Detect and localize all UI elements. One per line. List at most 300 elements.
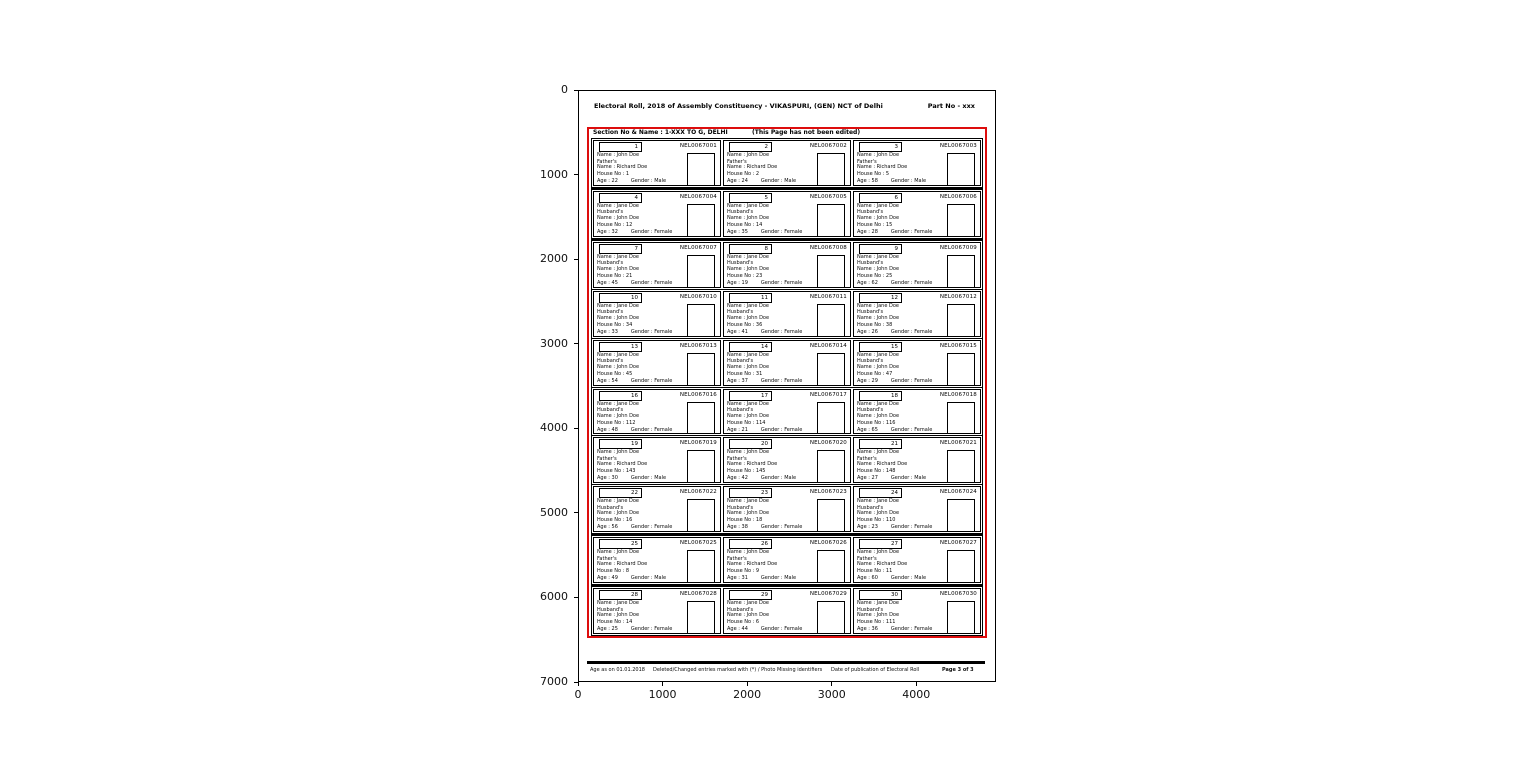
- age-gender-line: [727, 330, 802, 336]
- house-no-line: House No : 38: [857, 321, 893, 328]
- relation-value-line: Name : Richard Doe: [857, 461, 908, 468]
- gender-value: Gender : Female: [890, 626, 933, 633]
- voter-card: [723, 437, 851, 483]
- voter-name-line: Name : Jane Doe: [727, 600, 769, 607]
- house-no-line: House No : 6: [727, 619, 760, 626]
- voter-name-line: Name : Jane Doe: [597, 600, 639, 607]
- age-gender-line: [857, 379, 932, 385]
- relation-value-line: Name : John Doe: [727, 214, 770, 221]
- house-no-line: House No : 34: [597, 321, 633, 328]
- relation-label-line: Father's: [597, 158, 617, 165]
- gender-value: Gender : Female: [630, 377, 673, 384]
- voter-photo-box: [947, 550, 975, 583]
- gender-value: Gender : Female: [760, 279, 803, 286]
- house-no-line: House No : 110: [857, 517, 896, 524]
- age-gender-line: [727, 281, 802, 287]
- voter-photo-box: [947, 204, 975, 237]
- voter-name-line: Name : Jane Doe: [857, 253, 899, 260]
- epic-number: NEL0067012: [939, 293, 977, 300]
- age-gender-line: [727, 576, 796, 582]
- voter-name-line: Name : Jane Doe: [857, 202, 899, 209]
- voter-photo-box: [817, 204, 845, 237]
- age-value: Age : 31: [727, 575, 748, 582]
- relation-value-line: Name : Richard Doe: [727, 461, 778, 468]
- voter-photo-box: [687, 153, 715, 186]
- relation-value-line: Name : John Doe: [857, 612, 900, 619]
- relation-value-line: Name : John Doe: [857, 214, 900, 221]
- relation-value-line: Name : John Doe: [857, 265, 900, 272]
- gender-value: Gender : Female: [760, 524, 803, 531]
- voter-card: [723, 291, 851, 337]
- voter-photo-box: [817, 601, 845, 634]
- serial-number-box: 2: [729, 142, 772, 152]
- gender-value: Gender : Female: [760, 377, 803, 384]
- serial-number-box: 16: [599, 391, 642, 401]
- relation-value-line: Name : John Doe: [597, 612, 640, 619]
- voter-photo-box: [817, 153, 845, 186]
- voter-card: [723, 242, 851, 288]
- relation-label-line: Husband's: [597, 209, 624, 216]
- relation-value-line: Name : John Doe: [597, 363, 640, 370]
- voter-grid-row: [592, 436, 982, 485]
- house-no-line: House No : 14: [597, 619, 633, 626]
- voter-name-line: Name : John Doe: [727, 152, 770, 158]
- serial-number-box: 9: [859, 244, 902, 254]
- voter-photo-box: [687, 255, 715, 288]
- voter-card: [853, 437, 981, 483]
- voter-card: [853, 389, 981, 435]
- age-gender-line: [597, 179, 666, 185]
- epic-number: NEL0067015: [939, 342, 977, 349]
- serial-number-box: 24: [859, 488, 902, 498]
- voter-name-line: Name : John Doe: [857, 549, 900, 556]
- house-no-line: House No : 114: [727, 419, 766, 426]
- gender-value: Gender : Male: [760, 475, 797, 482]
- x-tick-mark: [831, 682, 832, 686]
- age-value: Age : 30: [597, 475, 618, 482]
- footer-publication-note: Date of publication of Electoral Roll: [831, 667, 920, 673]
- serial-number-box: 4: [599, 193, 642, 203]
- footer-age-note: Age as on 01.01.2018: [590, 667, 645, 673]
- epic-number: NEL0067006: [939, 193, 977, 200]
- voter-photo-box: [947, 304, 975, 337]
- serial-number-box: 13: [599, 342, 642, 352]
- epic-number: NEL0067016: [679, 391, 717, 398]
- epic-number: NEL0067026: [809, 540, 847, 547]
- voter-photo-box: [817, 450, 845, 483]
- age-gender-line: [857, 330, 932, 336]
- relation-value-line: Name : John Doe: [727, 412, 770, 419]
- relation-value-line: Name : Richard Doe: [597, 461, 648, 468]
- serial-number-box: 17: [729, 391, 772, 401]
- house-no-line: House No : 111: [857, 619, 896, 626]
- y-tick-mark: [574, 597, 578, 598]
- voter-grid-row: [592, 339, 982, 388]
- relation-label-line: Husband's: [857, 407, 884, 414]
- age-gender-line: [857, 428, 932, 434]
- voter-card: [723, 191, 851, 237]
- relation-label-line: Father's: [597, 455, 617, 462]
- house-no-line: House No : 9: [727, 568, 760, 575]
- voter-card: [593, 191, 721, 237]
- serial-number-box: 14: [729, 342, 772, 352]
- y-tick-mark: [574, 259, 578, 260]
- relation-value-line: Name : John Doe: [857, 510, 900, 517]
- voter-name-line: Name : Jane Doe: [727, 351, 769, 358]
- serial-number-box: 6: [859, 193, 902, 203]
- age-value: Age : 22: [597, 178, 618, 184]
- voter-name-line: Name : John Doe: [727, 549, 770, 556]
- voter-name-line: Name : Jane Doe: [857, 600, 899, 607]
- epic-number: NEL0067005: [809, 193, 847, 200]
- age-gender-line: [597, 230, 672, 236]
- voter-photo-box: [817, 255, 845, 288]
- relation-label-line: Husband's: [597, 260, 624, 267]
- voter-card: [593, 291, 721, 337]
- age-value: Age : 27: [857, 475, 878, 482]
- epic-number: NEL0067030: [939, 591, 977, 598]
- serial-number-box: 20: [729, 439, 772, 449]
- age-value: Age : 21: [727, 426, 748, 433]
- house-no-line: House No : 145: [727, 468, 766, 475]
- y-tick-label: 7000: [540, 675, 568, 688]
- epic-number: NEL0067007: [679, 244, 717, 251]
- epic-number: NEL0067024: [939, 489, 977, 496]
- voter-photo-box: [687, 304, 715, 337]
- serial-number-box: 3: [859, 142, 902, 152]
- voter-card: [853, 140, 981, 186]
- voter-card: [853, 340, 981, 386]
- voter-card: [593, 486, 721, 532]
- relation-label-line: Husband's: [597, 358, 624, 365]
- relation-value-line: Name : John Doe: [857, 363, 900, 370]
- relation-label-line: Husband's: [597, 309, 624, 316]
- voter-grid-row: [592, 290, 982, 339]
- gender-value: Gender : Female: [890, 328, 933, 335]
- house-no-line: House No : 5: [857, 171, 890, 177]
- footer-identifiers-note: Deleted/Changed entries marked with (*) / Photo Missing identifiers: [653, 667, 823, 673]
- gender-value: Gender : Female: [760, 426, 803, 433]
- relation-value-line: Name : John Doe: [727, 363, 770, 370]
- relation-value-line: Name : Richard Doe: [857, 164, 908, 170]
- epic-number: NEL0067001: [679, 143, 717, 149]
- house-no-line: House No : 116: [857, 419, 896, 426]
- serial-number-box: 12: [859, 293, 902, 303]
- age-value: Age : 54: [597, 377, 618, 384]
- age-gender-line: [857, 281, 932, 287]
- age-gender-line: [857, 627, 932, 633]
- age-gender-line: [727, 379, 802, 385]
- gender-value: Gender : Male: [890, 575, 927, 582]
- age-gender-line: [727, 476, 796, 482]
- gender-value: Gender : Male: [630, 178, 667, 184]
- relation-label-line: Husband's: [597, 407, 624, 414]
- relation-label-line: Husband's: [857, 209, 884, 216]
- house-no-line: House No : 16: [597, 517, 633, 524]
- epic-number: NEL0067008: [809, 244, 847, 251]
- gender-value: Gender : Female: [890, 228, 933, 235]
- age-gender-line: [727, 230, 802, 236]
- age-value: Age : 19: [727, 279, 748, 286]
- age-value: Age : 36: [857, 626, 878, 633]
- serial-number-box: 10: [599, 293, 642, 303]
- serial-number-box: 21: [859, 439, 902, 449]
- gender-value: Gender : Male: [760, 575, 797, 582]
- x-tick-label: 2000: [733, 688, 762, 701]
- gender-value: Gender : Male: [630, 575, 667, 582]
- voter-grid-row: [592, 190, 982, 241]
- voter-card: [853, 291, 981, 337]
- age-value: Age : 41: [727, 328, 748, 335]
- relation-value-line: Name : John Doe: [597, 510, 640, 517]
- voter-name-line: Name : Jane Doe: [857, 498, 899, 505]
- epic-number: NEL0067010: [679, 293, 717, 300]
- serial-number-box: 30: [859, 590, 902, 600]
- voter-name-line: Name : John Doe: [597, 449, 640, 456]
- age-value: Age : 44: [727, 626, 748, 633]
- age-gender-line: [727, 428, 802, 434]
- age-value: Age : 23: [857, 524, 878, 531]
- house-no-line: House No : 14: [727, 221, 763, 228]
- voter-card: [723, 140, 851, 186]
- age-gender-line: [727, 525, 802, 531]
- voter-card: [593, 242, 721, 288]
- voter-card: [853, 242, 981, 288]
- relation-value-line: Name : Richard Doe: [857, 561, 908, 568]
- serial-number-box: 19: [599, 439, 642, 449]
- age-value: Age : 58: [857, 178, 878, 184]
- house-no-line: House No : 2: [727, 171, 760, 177]
- voter-photo-box: [687, 499, 715, 532]
- relation-value-line: Name : Richard Doe: [597, 164, 648, 170]
- part-no-label: Part No - xxx: [927, 102, 975, 110]
- voter-card: [723, 340, 851, 386]
- house-no-line: House No : 25: [857, 272, 893, 279]
- age-value: Age : 49: [597, 575, 618, 582]
- age-gender-line: [597, 379, 672, 385]
- voter-photo-box: [687, 601, 715, 634]
- epic-number: NEL0067013: [679, 342, 717, 349]
- voter-name-line: Name : John Doe: [727, 449, 770, 456]
- relation-label-line: Husband's: [727, 606, 754, 613]
- voter-card: [593, 537, 721, 583]
- serial-number-box: 18: [859, 391, 902, 401]
- voter-card: [853, 588, 981, 634]
- relation-value-line: Name : John Doe: [597, 214, 640, 221]
- serial-number-box: 11: [729, 293, 772, 303]
- gender-value: Gender : Female: [630, 328, 673, 335]
- relation-label-line: Husband's: [857, 606, 884, 613]
- serial-number-box: 7: [599, 244, 642, 254]
- serial-number-box: 22: [599, 488, 642, 498]
- relation-value-line: Name : John Doe: [857, 314, 900, 321]
- house-no-line: House No : 143: [597, 468, 636, 475]
- voter-photo-box: [947, 601, 975, 634]
- relation-label-line: Father's: [857, 158, 877, 165]
- epic-number: NEL0067029: [809, 591, 847, 598]
- serial-number-box: 25: [599, 539, 642, 549]
- relation-value-line: Name : Richard Doe: [727, 164, 778, 170]
- epic-number: NEL0067020: [809, 440, 847, 447]
- voter-photo-box: [687, 550, 715, 583]
- relation-value-line: Name : John Doe: [727, 612, 770, 619]
- voter-name-line: Name : Jane Doe: [597, 400, 639, 407]
- relation-label-line: Father's: [727, 158, 747, 165]
- age-gender-line: [857, 230, 932, 236]
- age-value: Age : 60: [857, 575, 878, 582]
- voter-name-line: Name : Jane Doe: [857, 351, 899, 358]
- gender-value: Gender : Female: [630, 279, 673, 286]
- electoral-roll-title: Electoral Roll, 2018 of Assembly Constituency - VIKASPURI, (GEN) NCT of Delhi: [594, 102, 883, 110]
- age-value: Age : 48: [597, 426, 618, 433]
- voter-card: [723, 588, 851, 634]
- age-value: Age : 26: [857, 328, 878, 335]
- epic-number: NEL0067025: [679, 540, 717, 547]
- voter-photo-box: [817, 550, 845, 583]
- epic-number: NEL0067021: [939, 440, 977, 447]
- relation-label-line: Husband's: [857, 309, 884, 316]
- voter-card: [593, 340, 721, 386]
- age-gender-line: [597, 281, 672, 287]
- voter-photo-box: [947, 353, 975, 386]
- relation-label-line: Husband's: [727, 358, 754, 365]
- voter-name-line: Name : Jane Doe: [597, 498, 639, 505]
- house-no-line: House No : 23: [727, 272, 763, 279]
- page-edited-note: (This Page has not been edited): [752, 129, 861, 136]
- relation-label-line: Father's: [597, 555, 617, 562]
- age-gender-line: [597, 576, 666, 582]
- gender-value: Gender : Female: [630, 626, 673, 633]
- age-gender-line: [857, 179, 926, 185]
- voter-name-line: Name : Jane Doe: [727, 202, 769, 209]
- gender-value: Gender : Male: [630, 475, 667, 482]
- relation-value-line: Name : John Doe: [857, 412, 900, 419]
- epic-number: NEL0067004: [679, 193, 717, 200]
- section-no-name-label: Section No & Name : 1-XXX TO G, DELHI: [593, 129, 728, 136]
- age-gender-line: [597, 330, 672, 336]
- relation-label-line: Husband's: [727, 504, 754, 511]
- age-gender-line: [597, 428, 672, 434]
- relation-value-line: Name : Richard Doe: [597, 561, 648, 568]
- serial-number-box: 28: [599, 590, 642, 600]
- voter-card: [723, 486, 851, 532]
- voter-card: [593, 588, 721, 634]
- relation-label-line: Husband's: [727, 309, 754, 316]
- age-gender-line: [597, 476, 666, 482]
- epic-number: NEL0067019: [679, 440, 717, 447]
- plot-area: [578, 90, 996, 682]
- age-value: Age : 56: [597, 524, 618, 531]
- gender-value: Gender : Female: [760, 328, 803, 335]
- relation-label-line: Husband's: [727, 407, 754, 414]
- epic-number: NEL0067018: [939, 391, 977, 398]
- relation-label-line: Husband's: [727, 260, 754, 267]
- age-gender-line: [597, 525, 672, 531]
- y-tick-mark: [574, 512, 578, 513]
- voter-photo-box: [817, 353, 845, 386]
- epic-number: NEL0067028: [679, 591, 717, 598]
- relation-value-line: Name : Richard Doe: [727, 561, 778, 568]
- relation-label-line: Husband's: [857, 358, 884, 365]
- age-value: Age : 62: [857, 279, 878, 286]
- voter-name-line: Name : Jane Doe: [597, 202, 639, 209]
- age-value: Age : 29: [857, 377, 878, 384]
- voter-grid-row: [592, 241, 982, 290]
- epic-number: NEL0067003: [939, 143, 977, 149]
- x-tick-label: 0: [574, 688, 582, 701]
- voter-grid-row: [592, 536, 982, 587]
- voter-name-line: Name : Jane Doe: [857, 302, 899, 309]
- house-no-line: House No : 11: [857, 568, 893, 575]
- epic-number: NEL0067011: [809, 293, 847, 300]
- voter-photo-box: [687, 204, 715, 237]
- x-tick-label: 3000: [817, 688, 846, 701]
- age-value: Age : 32: [597, 228, 618, 235]
- relation-label-line: Father's: [857, 455, 877, 462]
- relation-value-line: Name : John Doe: [597, 265, 640, 272]
- footer-page-number: Page 3 of 3: [942, 667, 974, 673]
- age-value: Age : 28: [857, 228, 878, 235]
- footer-divider: [587, 661, 985, 664]
- age-value: Age : 45: [597, 279, 618, 286]
- voter-name-line: Name : John Doe: [597, 549, 640, 556]
- relation-label-line: Husband's: [857, 504, 884, 511]
- age-value: Age : 65: [857, 426, 878, 433]
- voter-grid: [591, 138, 983, 636]
- gender-value: Gender : Male: [760, 178, 797, 184]
- epic-number: NEL0067002: [809, 143, 847, 149]
- relation-label-line: Father's: [727, 555, 747, 562]
- gender-value: Gender : Female: [890, 279, 933, 286]
- x-tick-mark: [747, 682, 748, 686]
- age-value: Age : 37: [727, 377, 748, 384]
- epic-number: NEL0067027: [939, 540, 977, 547]
- age-value: Age : 35: [727, 228, 748, 235]
- voter-card: [593, 140, 721, 186]
- y-tick-mark: [574, 174, 578, 175]
- relation-label-line: Husband's: [727, 209, 754, 216]
- house-no-line: House No : 12: [597, 221, 633, 228]
- gender-value: Gender : Female: [630, 524, 673, 531]
- house-no-line: House No : 36: [727, 321, 763, 328]
- voter-grid-row: [592, 139, 982, 190]
- gender-value: Gender : Female: [630, 228, 673, 235]
- relation-label-line: Husband's: [597, 606, 624, 613]
- voter-card: [593, 389, 721, 435]
- house-no-line: House No : 21: [597, 272, 633, 279]
- x-tick-mark: [578, 682, 579, 686]
- age-value: Age : 33: [597, 328, 618, 335]
- serial-number-box: 26: [729, 539, 772, 549]
- relation-label-line: Father's: [857, 555, 877, 562]
- voter-name-line: Name : Jane Doe: [727, 400, 769, 407]
- age-value: Age : 24: [727, 178, 748, 184]
- voter-photo-box: [687, 402, 715, 435]
- y-tick-label: 1000: [540, 167, 568, 181]
- gender-value: Gender : Female: [890, 377, 933, 384]
- epic-number: NEL0067023: [809, 489, 847, 496]
- age-value: Age : 38: [727, 524, 748, 531]
- age-gender-line: [727, 179, 796, 185]
- y-tick-label: 0: [561, 83, 568, 96]
- voter-card: [853, 486, 981, 532]
- voter-name-line: Name : Jane Doe: [597, 253, 639, 260]
- voter-grid-row: [592, 485, 982, 536]
- age-gender-line: [597, 627, 672, 633]
- age-gender-line: [857, 576, 926, 582]
- y-tick-label: 5000: [540, 505, 568, 519]
- y-tick-label: 2000: [540, 252, 568, 266]
